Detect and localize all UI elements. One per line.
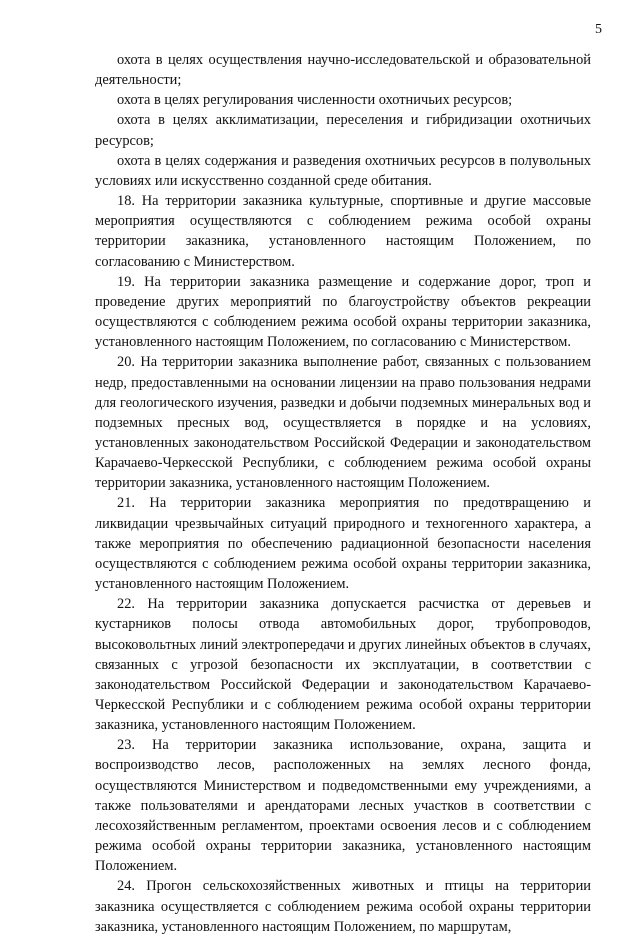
- paragraph-clause-18: 18. На территории заказника культурные, спортивные и другие массовые мероприятия осуществляются с соблюдением режима особой охраны территории заказника, установленного настоящим Положением, по согласованию с Министерством.: [95, 193, 591, 270]
- paragraph-hunting-research: охота в целях осуществления научно-исследовательской и образовательной деятельности;: [95, 52, 591, 89]
- paragraph-clause-20: 20. На территории заказника выполнение работ, связанных с пользованием недр, предоставленными на основании лицензии на право пользования недрами для геологического изучения, разведки и добычи подземных минеральных вод и подземных пресных вод, осуществляется в порядке и на условиях, установленных законодательством Российской Федерации и законодательством Карачаево-Черкесской Республики, с соблюдением режима особой охраны территории заказника, установленного настоящим Положением.: [95, 354, 591, 492]
- paragraph-clause-24: 24. Прогон сельскохозяйственных животных и птицы на территории заказника осуществляется с соблюдением режима особой охраны территории заказника, установленного настоящим Положением, по маршрутам,: [95, 878, 591, 935]
- paragraph-clause-19: 19. На территории заказника размещение и содержание дорог, троп и проведение других мероприятий по благоустройству объектов рекреации осуществляются с соблюдением режима особой охраны территории заказника, установленного настоящим Положением, по согласованию с Министерством.: [95, 273, 591, 351]
- paragraph-clause-22: 22. На территории заказника допускается расчистка от деревьев и кустарников полосы отвода автомобильных дорог, трубопроводов, высоковольтных линий электропередачи и других линейных объектов в случаях, связанных с угрозой безопасности их эксплуатации, в соответствии с законодательством Российской Федерации и законодательством Карачаево-Черкесской Республики и с соблюдением режима особой охраны территории заказника, установленного настоящим Положением.: [95, 596, 591, 734]
- page-number: 5: [595, 22, 602, 37]
- document-body: [95, 50, 591, 937]
- paragraph-hunting-regulation: охота в целях регулирования численности охотничьих ресурсов;: [117, 92, 513, 109]
- paragraph-hunting-acclimatization: охота в целях акклиматизации, переселения и гибридизации охотничьих ресурсов;: [95, 112, 591, 149]
- paragraph-hunting-breeding: охота в целях содержания и разведения охотничьих ресурсов в полувольных условиях или искусственно созданной среде обитания.: [95, 152, 591, 189]
- paragraph-clause-21: 21. На территории заказника мероприятия по предотвращению и ликвидации чрезвычайных ситуаций природного и техногенного характера, а также мероприятия по обеспечению радиационной безопасности населения осуществляются с соблюдением режима особой охраны территории заказника, установленного настоящим Положением.: [95, 495, 591, 593]
- paragraph-clause-23: 23. На территории заказника использование, охрана, защита и воспроизводство лесов, расположенных на землях лесного фонда, осуществляются Министерством и подведомственными ему учреждениями, а также пользователями и арендаторами лесных участков в соответствии с лесохозяйственным регламентом, проектами освоения лесов и с соблюдением режима особой охраны территории заказника, установленного настоящим Положением.: [95, 737, 591, 875]
